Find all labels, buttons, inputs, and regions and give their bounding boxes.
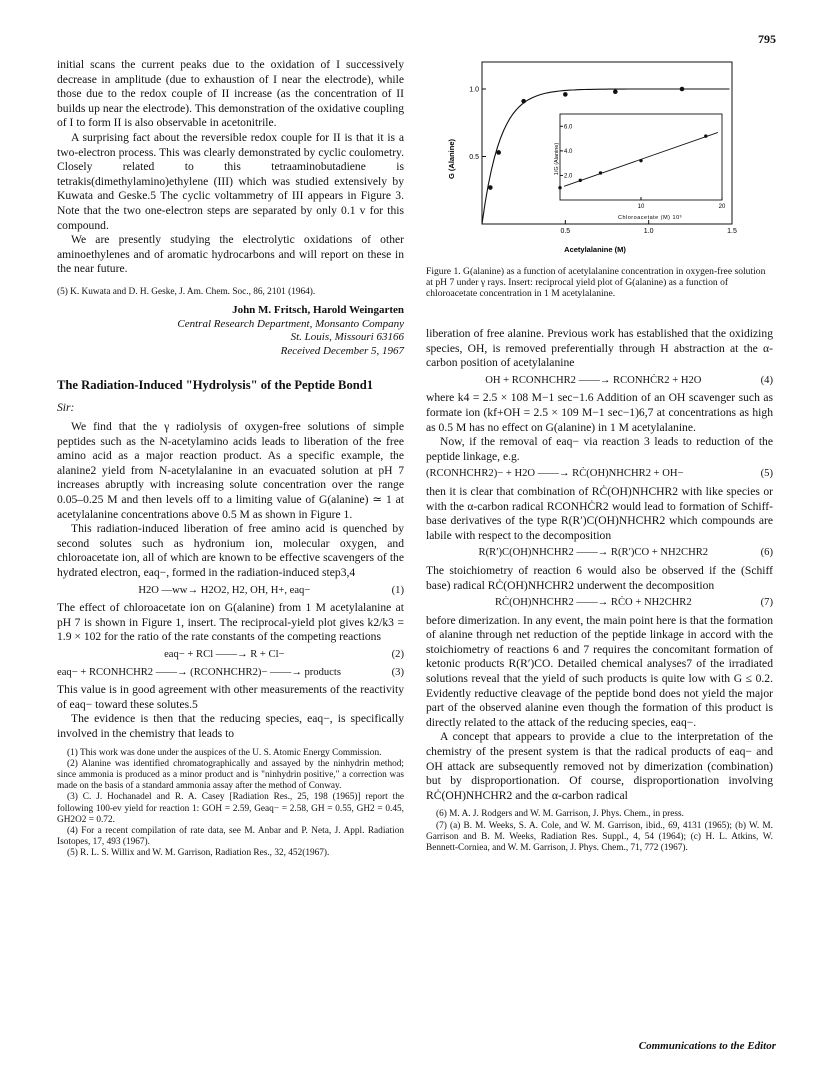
equation-2 (57, 648, 404, 663)
x-tick-label: 1.5 (727, 228, 737, 235)
equation-text: eaq− + RCONHCHR2 ——→ (RCONHCHR2)− ——→ products (57, 666, 341, 678)
article-title: The Radiation-Induced "Hydrolysis" of the Peptide Bond1 (57, 378, 374, 393)
inset-y-axis-label: 1/G (Alanine) (554, 142, 560, 176)
paragraph: Now, if the removal of eaq− via reaction 3 leads to reduction of the peptide linkage, e.g. (426, 435, 773, 463)
inset-x-tick-label: 10 (637, 204, 645, 210)
y-axis-label: G (Alanine) (447, 138, 456, 180)
equation-3 (57, 666, 404, 681)
x-axis-label: Acetylalanine (M) (564, 245, 626, 254)
footer-journal-section: Communications to the Editor (638, 1040, 776, 1052)
equation-text: OH + RCONHCHR2 ——→ RCONHĊR2 + H2O (485, 374, 702, 386)
figure-1-chart (440, 54, 740, 259)
paragraph: A concept that appears to provide a clue to the interpretation of the chemistry of the present system is that the radical products of eaq− and OH attack are subsequently removed not by dimerization (combination) but by disproportionation. Of course, disproportionation involving RĊ(OH)NHCHR2 and the α-carbon radical (426, 730, 773, 802)
data-point (680, 87, 685, 92)
equation-number: (7) (760, 597, 773, 609)
data-point (613, 89, 618, 94)
footnote: (1) This work was done under the auspices of the U. S. Atomic Energy Commission. (67, 747, 382, 758)
paragraph: where k4 = 2.5 × 108 M−1 sec−1.6 Addition of an OH scavenger such as formate ion (kf+OH = 2.5 × 109 M−1 sec−1)6,7 at concentrations as high as 0.5 M has no effect on G(alanine) in 1 M acetylalanine. (426, 391, 773, 434)
paragraph: This value is in good agreement with other measurements of the reactivity of eaq− toward these solutes.5 (57, 683, 404, 711)
paragraph: liberation of free alanine. Previous work has established that the oxidizing species, OH, is removed preferentially through H abstraction at the α-carbon position of acetylalanine (426, 327, 773, 370)
page-number: 795 (758, 32, 776, 46)
data-point (521, 99, 526, 104)
y-tick-label: 0.5 (469, 154, 479, 161)
equation-6 (426, 546, 773, 561)
affiliation: Central Research Department, Monsanto Company (177, 317, 404, 330)
data-point (488, 185, 493, 190)
right-column (426, 327, 773, 854)
footnotes (57, 748, 404, 860)
paragraph: We find that the γ radiolysis of oxygen-free solutions of simple peptides such as the N-acetylamino acids leads to liberation of the free amino acid as a major reaction product. As a specific example, the alanine2 yield from N-acetylalanine in an evacuated solution at pH 7 increases abruptly with increasing solute concentration over the range 0.05–0.25 M and then levels off to a limiting value of G(alanine) ≃ 1 at acetylalanine concentrations above 0.5 M as shown in Figure 1. (57, 420, 404, 521)
inset-data-point (558, 186, 561, 189)
equation-7 (426, 596, 773, 611)
paragraph: then it is clear that combination of RĊ(OH)NHCHR2 with like species or with the α-carbon radical RCONHĊR2 would lead to formation of Schiff-base derivatives of the type R(R′)C(OH)NHCHR2 which compounds are labile with respect to the decomposition (426, 484, 773, 542)
paragraph: The stoichiometry of reaction 6 would also be observed if the (Schiff base) radical RĊ(OH)NHCHR2 underwent the decomposition (426, 563, 773, 592)
footnote: (7) (a) B. M. Weeks, S. A. Cole, and W. M. Garrison, ibid., 69, 4131 (1965); (b) W. M. Garrison and B. M. Weeks, Radiation Res. Suppl., 4, 54 (1964); (c) H. L. Atkins, W. Bennett-Corniea, and W. M. Garrison, J. Phys. Chem., 71, 772 (1967). (426, 820, 773, 854)
footnote: (2) Alanine was identified chromatographically and assayed by the ninhydrin method; since ammonia is produced as a minor product and is "ninhydrin positive," a correction was made on the basis of a standard ammonia assay after the method of Conway. (57, 758, 404, 792)
equation-number: (5) (760, 468, 773, 480)
paragraph: This radiation-induced liberation of free amino acid is quenched by second solutes such as hydronium ion, molecular oxygen, and chloroacetate ion, all of which are known to be effective scavengers of the hydrated electron, eaq−, formed in the radiation-induced step3,4 (57, 522, 404, 580)
y-tick-label: 1.0 (469, 86, 479, 94)
inset-data-point (579, 179, 582, 182)
footnotes (426, 809, 773, 854)
signature-block (57, 304, 404, 358)
paragraph: The effect of chloroacetate ion on G(alanine) from 1 M acetylalanine at pH 7 is shown in Figure 1, insert. The reciprocal-yield plot gives k2/k3 = 1.9 × 102 for the ratio of the rate constants of the competing reactions (57, 601, 404, 644)
left-column (57, 58, 404, 860)
equation-number: (2) (391, 648, 404, 660)
equation-5 (426, 467, 773, 482)
affiliation-city: St. Louis, Missouri 63166 (290, 331, 404, 344)
x-tick-label: 1.0 (643, 228, 654, 235)
received-date: Received December 5, 1967 (280, 344, 404, 357)
inset-data-point (704, 134, 707, 137)
figure-caption: Figure 1. G(alanine) as a function of acetylalanine concentration in oxygen-free solution at pH 7 under γ rays. Insert: reciprocal yield plot of G(alanine) as a function of chloroacetate concentration in 1 M acetylalanine. (426, 266, 766, 300)
equation-number: (1) (391, 584, 404, 596)
equation-text: (RCONHCHR2)− + H2O ——→ RĊ(OH)NHCHR2 + OH− (426, 468, 684, 480)
footnote: (5) R. L. S. Willix and W. M. Garrison, Radiation Res., 32, 452(1967). (67, 848, 330, 859)
equation-number: (3) (391, 666, 404, 678)
inset-y-tick-label: 6.0 (564, 124, 573, 131)
author-names: John M. Fritsch, Harold Weingarten (232, 304, 404, 317)
equation-text: eaq− + RCl ——→ R + Cl− (164, 648, 285, 660)
footnote: (6) M. A. J. Rodgers and W. M. Garrison, J. Phys. Chem., in press. (436, 809, 684, 820)
equation-text: RĊ(OH)NHCHR2 ——→ RĊO + NH2CHR2 (494, 597, 692, 609)
equation-1 (57, 584, 404, 599)
paragraph: initial scans the current peaks due to the oxidation of I successively decrease in amplitude (due to exhaustion of I near the electrode), while those due to the redox couple of II increase (as the concentration of II builds up near the electrode). This demonstration of the oxidative coupling of I to form II is also observable in acetonitrile. (57, 58, 404, 130)
equation-text: H2O —ww→ H2O2, H2, OH, H+, eaq− (138, 584, 311, 596)
inset-x-axis-label: Chloroacetate (M) 10³ (618, 215, 682, 221)
paragraph: before dimerization. In any event, the main point here is that the formation of alanine through net reduction of the peptide linkage in accord with the stoichiometry of reactions 6 and 7 requires the concomitant formation of ketonic products R(R′)CO. Detailed chemical analyses7 of the irradiated solutions reveal that the yield of such products is quite low with G ≤ 0.2. Evidently reductive cleavage of the peptide bond does not yield the major part of the observed alanine even though the formation of this product is directly related to the attack of the reducing species, eaq−. (426, 613, 773, 729)
inset-data-point (599, 171, 602, 174)
paragraph: A surprising fact about the reversible redox couple for II is that it is a two-electron process. This was clearly demonstrated by cyclic coulometry. Closely related to this tetraaminobutadiene is tetrakis(dimethylamino)ethylene (III) which was studied extensively by Kuwata and Geske.5 The cyclic voltammetry of III appears in Figure 3. Note that the two one-electron steps are separated by only 0.1 v for this compound. (57, 130, 404, 232)
x-tick-label: 0.5 (560, 228, 571, 235)
footnote: (4) For a recent compilation of rate data, see M. Anbar and P. Neta, J. Appl. Radiation Isotopes, 17, 493 (1967). (57, 825, 404, 848)
footnote: (5) K. Kuwata and D. H. Geske, J. Am. Chem. Soc., 86, 2101 (1964). (57, 286, 316, 297)
inset-y-tick-label: 4.0 (564, 148, 573, 155)
paragraph: The evidence is then that the reducing species, eaq−, is specifically involved in the chemistry that leads to (57, 712, 404, 740)
salutation: Sir: (57, 401, 75, 415)
paragraph: We are presently studying the electrolytic oxidations of other aminoethylenes and of aromatic hydrocarbons and will report on these in the near future. (57, 233, 404, 276)
equation-4 (426, 374, 773, 389)
equation-text: R(R′)C(OH)NHCHR2 ——→ R(R′)CO + NH2CHR2 (478, 547, 709, 559)
inset-data-point (639, 159, 642, 162)
equation-number: (4) (760, 374, 773, 386)
inset-frame (560, 114, 722, 200)
inset-x-tick-label: 20 (718, 204, 726, 210)
data-point (563, 92, 568, 97)
footnote: (3) C. J. Hochanadel and R. A. Casey [Radiation Res., 25, 198 (1965)] report the following 100-ev yield for reaction 1: GOH = 2.59, Geaq− = 2.58, GH = 0.55, GH2 = 0.45, GH2O2 = 0.72. (57, 792, 404, 825)
data-point (496, 150, 501, 155)
equation-number: (6) (760, 547, 773, 559)
inset-y-tick-label: 2.0 (564, 173, 573, 180)
